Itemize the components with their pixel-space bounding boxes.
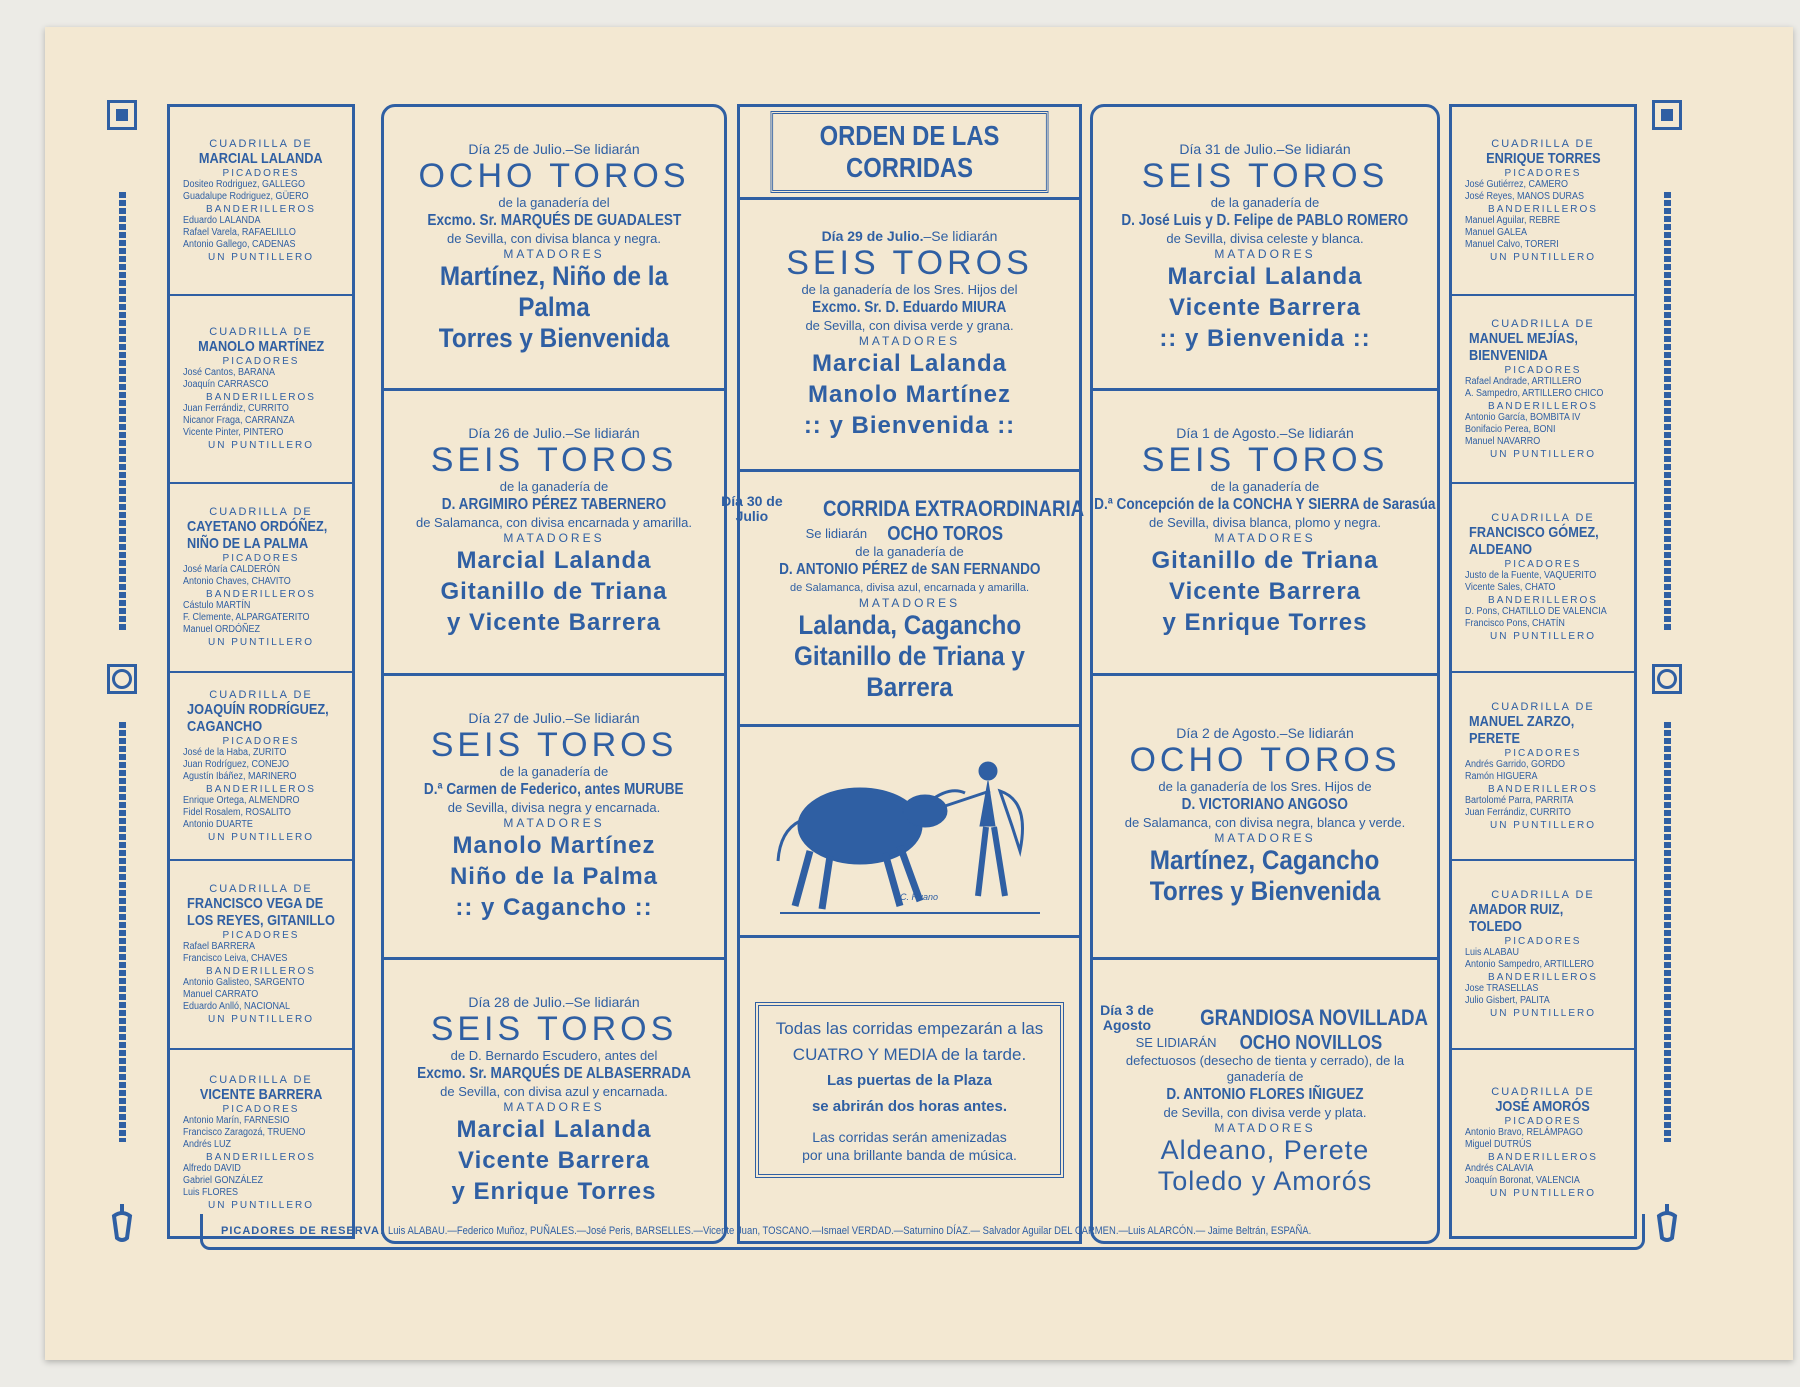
puntillero-label: UN PUNTILLERO [207,831,314,843]
dia-label: Día 28 de Julio. [468,993,566,1010]
rope-ornament-top-right [1664,192,1671,632]
orden-title: ORDEN DE LAS CORRIDAS [771,111,1049,193]
right-cuadrillas-panel [1449,104,1637,1239]
banderillero-name: Joaquín Boronat, VALENCIA [1465,1175,1580,1187]
matadores-line: :: y Bienvenida :: [803,412,1016,439]
banderillero-name: Bonifacio Perea, BONI [1465,423,1556,435]
cuadrilla-cell [1452,296,1634,485]
banderillero-name: Vicente Pinter, PINTERO [183,427,284,439]
matadores-heading: MATADORES [1214,831,1316,846]
divisa-text: de Sevilla, divisa celeste y blanca. [1166,231,1364,247]
tassel-icon [109,1202,135,1242]
puntillero-label: UN PUNTILLERO [207,440,314,452]
dia-label: Día 30 de Julio [721,492,783,524]
picador-name: José Reyes, MANOS DURAS [1465,190,1585,202]
rope-ornament-bottom-left [119,722,126,1142]
cuadrilla-cell [170,296,352,485]
matadores-line: Vicente Barrera [1169,294,1361,322]
toros-count: SEIS TOROS [786,244,1033,282]
cuadrilla-title: CUADRILLA DE [209,1074,313,1087]
cuadrilla-title: CUADRILLA DE [209,326,313,339]
dia-line [468,994,639,1010]
se-label: –Se lidiarán [565,425,640,442]
picador-name: José de la Haba, ZURITO [183,746,287,758]
matador-name: ENRIQUE TORRES [1485,149,1601,167]
ganaderia-intro: de la ganadería de [1210,479,1320,495]
matadores-line: Marcial Lalanda [456,547,652,575]
puntillero-label: UN PUNTILLERO [207,1200,314,1212]
banderilleros-heading: BANDERILLEROS [1488,203,1598,215]
puntillero-label: UN PUNTILLERO [207,1014,314,1026]
notice-line: por una brillante banda de música. [802,1146,1017,1163]
banderillero-name: Rafael Varela, RAFAELILLO [183,226,296,238]
corrida-card [1093,676,1437,960]
puntillero-label: UN PUNTILLERO [1489,251,1596,263]
corridas-column-center [721,104,1085,1244]
se-row [1136,1033,1395,1053]
matadores-line: Vicente Barrera [1169,578,1361,606]
se-label: –Se lidiarán [565,709,640,726]
picador-name: Juan Rodríguez, CONEJO [183,758,290,770]
matadores-line: Lalanda, Cagancho [798,609,1021,640]
corrida-card [740,200,1079,472]
notice-card [740,938,1079,1241]
picadores-heading: PICADORES [222,356,300,368]
ganaderia-name: D. ANTONIO FLORES IÑIGUEZ [1166,1086,1364,1104]
extra-title: CORRIDA EXTRAORDINARIA [822,495,1085,521]
picador-name: Andrés LUZ [183,1139,232,1151]
puntillero-label: UN PUNTILLERO [207,637,314,649]
divisa-text: de Salamanca, con divisa encarnada y amarilla. [415,515,693,531]
corridas-column-right [1090,104,1440,1244]
matadores-line: Gitanillo de Triana [1151,547,1379,575]
puntillero-label: UN PUNTILLERO [1489,1008,1596,1020]
matadores-line: Aldeano, Perete [1160,1135,1370,1166]
matador-name: CAYETANO ORDÓÑEZ, NIÑO DE LA PALMA [187,518,328,553]
divisa-text: de Sevilla, con divisa verde y plata. [1163,1105,1367,1121]
cuadrilla-cell [1452,107,1634,296]
divisa-text: de Sevilla, divisa negra y encarnada. [447,799,661,815]
dia-line [468,425,639,441]
extra-title: GRANDIOSA NOVILLADA [1200,1005,1428,1031]
banderillero-name: Manuel NAVARRO [1465,435,1541,447]
picadores-heading: PICADORES [222,930,300,942]
puntillero-label: UN PUNTILLERO [1489,448,1596,460]
banderillero-name: Nicanor Fraga, CARRANZA [183,415,295,427]
picador-name: Antonio Chaves, CHAVITO [183,576,291,588]
toros-count: OCHO NOVILLOS [1239,1032,1382,1055]
dia-line [468,710,639,726]
picador-name: Dositeo Rodriguez, GALLEGO [183,178,306,190]
toros-count: SEIS TOROS [430,725,678,764]
cuadrilla-cell [1452,1050,1634,1237]
corrida-card [1093,107,1437,391]
puntillero-label: UN PUNTILLERO [1489,631,1596,643]
ganaderia-intro: de la ganadería de [1210,195,1320,211]
ganaderia-intro: de la ganadería de los Sres. Hijos del [801,282,1018,297]
matadores-heading: MATADORES [503,1099,605,1114]
banderilleros-heading: BANDERILLEROS [1488,595,1598,607]
matadores-line: Marcial Lalanda [456,1115,652,1143]
banderilleros-heading: BANDERILLEROS [206,966,316,978]
cuadrilla-cell [1452,673,1634,862]
rope-ornament-top-left [119,192,126,632]
notice-line: Las corridas serán amenizadas [812,1128,1007,1145]
banderillero-name: Juan Ferrándiz, CURRITO [183,403,289,415]
cuadrilla-title: CUADRILLA DE [1491,700,1595,713]
banderillero-name: Antonio Gallego, CADENAS [183,238,296,250]
matadores-line: Gitanillo de Triana y Barrera [794,640,1025,702]
corridas-column-left [381,104,727,1244]
matadores-heading: MATADORES [1214,1121,1316,1136]
rope-ornament-bottom-right [1664,722,1671,1142]
toros-count: SEIS TOROS [430,441,678,480]
divisa-text: de Sevilla, con divisa blanca y negra. [447,231,661,247]
matadores-heading: MATADORES [1214,247,1316,262]
picador-name: Francisco Zaragozá, TRUENO [183,1127,306,1139]
banderillero-name: Andrés CALAVIA [1465,1163,1534,1175]
banderilleros-heading: BANDERILLEROS [1488,783,1598,795]
matadores-line: Torres y Bienvenida [1149,876,1381,907]
picadores-heading: PICADORES [1504,1116,1582,1128]
picadores-heading: PICADORES [222,553,300,565]
ganaderia-name: D.ª Carmen de Federico, antes MURUBE [424,780,684,798]
matador-name: JOAQUÍN RODRÍGUEZ, CAGANCHO [187,700,329,735]
matadores-heading: MATADORES [503,531,605,546]
dia-line [1179,141,1350,157]
dia-line [1176,425,1353,441]
cuadrilla-title: CUADRILLA DE [1491,317,1595,330]
ganaderia-name: Excmo. Sr. MARQUÉS DE ALBASERRADA [417,1064,691,1082]
dia-label: Día 3 de Agosto [1100,1002,1154,1034]
picador-name: José María CALDERÓN [183,564,281,576]
banderillero-name: Antonio García, BOMBITA IV [1465,411,1581,423]
corrida-card [384,676,724,960]
matador-name: MANUEL ZARZO, PERETE [1469,712,1575,747]
banderillero-name: Julio Gisbert, PALITA [1465,995,1550,1007]
reserve-list: Luis ALABAU.—Federico Muñoz, PUÑALES.—José Peris, BARSELLES.—Vicente Juan, TOSCANO.—Ismael VERDAD.—Saturnino DÍAZ.— Salvador Aguilar DEL CARMEN.—Luis ALARCÓN.— Jaime Beltrán, ESPAÑA. [387,1224,1311,1237]
matadores-line: Torres y Bienvenida [438,323,670,354]
dia-label: Día 2 de Agosto. [1176,725,1280,742]
dia-label: Día 27 de Julio. [468,709,566,726]
picadores-heading: PICADORES [222,167,300,179]
picador-name: Rafael BARRERA [183,941,256,953]
square-ornament-icon [107,100,137,130]
se-label: –Se lidiarán [565,993,640,1010]
se-label: –Se lidiarán [1276,141,1351,158]
dia-label: Día 25 de Julio. [468,141,566,158]
reserve-picadores-footer [200,1214,1645,1250]
ganaderia-intro: de la ganadería de [855,543,964,559]
picadores-heading: PICADORES [1504,167,1582,179]
corrida-card [384,391,724,675]
cuadrilla-cell [170,484,352,673]
banderillero-name: Gabriel GONZÁLEZ [183,1175,264,1187]
matadores-line: Gitanillo de Triana [440,578,668,606]
banderillero-name: Antonio DUARTE [183,818,253,830]
divisa-text: de Sevilla, divisa blanca, plomo y negra. [1149,515,1381,531]
banderillero-name: Manuel Calvo, TORERI [1465,238,1559,250]
picador-name: Vicente Sales, CHATO [1465,582,1556,594]
corrida-card [1093,391,1437,675]
matador-name: JOSÉ AMORÓS [1495,1098,1591,1116]
matadores-line: Marcial Lalanda [811,350,1008,377]
divisa-text: de Salamanca, divisa azul, encarnada y amarilla. [789,581,1030,594]
dia-label: Día 26 de Julio. [468,425,566,442]
toros-count: OCHO TOROS [1129,741,1401,780]
matador-name: MANUEL MEJÍAS, BIENVENIDA [1469,329,1578,364]
banderillero-name: Francisco Pons, CHATÍN [1465,618,1565,630]
picador-name: Andrés Garrido, GORDO [1465,758,1566,770]
picador-name: Miguel DUTRÚS [1465,1139,1532,1151]
banderillero-name: Manuel Aguilar, REBRE [1465,214,1561,226]
banderilleros-heading: BANDERILLEROS [206,589,316,601]
notice-frame [755,1002,1065,1178]
ganaderia-name: Excmo. Sr. D. Eduardo MIURA [812,299,1007,316]
dia-label: Día 31 de Julio. [1179,141,1277,158]
banderillero-name: Antonio Galisteo, SARGENTO [183,977,305,989]
cuadrilla-cell [1452,484,1634,673]
cuadrilla-cell [170,673,352,862]
cuadrilla-cell [1452,861,1634,1050]
cuadrilla-title: CUADRILLA DE [209,688,313,701]
se-label: –Se lidiarán [565,141,640,158]
banderillero-name: Bartolomé Parra, PARRITA [1465,794,1574,806]
ganaderia-name: D. ANTONIO PÉREZ de SAN FERNANDO [778,560,1041,578]
cuadrilla-title: CUADRILLA DE [209,883,313,896]
picador-name: A. Sampedro, ARTILLERO CHICO [1465,387,1604,399]
matadores-heading: MATADORES [503,247,605,262]
ganaderia-name: D. VICTORIANO ANGOSO [1181,796,1349,814]
banderillero-name: Enrique Ortega, ALMENDRO [183,794,300,806]
picador-name: Antonio Bravo, RELÁMPAGO [1465,1127,1583,1139]
corrida-card [1093,960,1437,1241]
cuadrilla-title: CUADRILLA DE [1491,512,1595,525]
matador-name: VICENTE BARRERA [199,1086,323,1104]
orden-header [740,107,1079,200]
ganaderia-intro: defectuosos (desecho de tienta y cerrado), de la ganadería de [1125,1053,1405,1085]
ganaderia-intro: de la ganadería de [499,479,609,495]
toros-count: OCHO TOROS [418,157,690,196]
se-label: Se lidiarán [805,525,868,541]
picador-name: Luis ALABAU [1465,947,1520,959]
matador-name: MARCIAL LALANDA [199,149,323,167]
matador-name: FRANCISCO VEGA DE LOS REYES, GITANILLO [187,895,335,930]
matadores-line: :: y Bienvenida :: [1159,325,1371,353]
matadores-line: Niño de la Palma [449,862,659,890]
ganaderia-name: D. ARGIMIRO PÉREZ TABERNERO [441,496,667,514]
banderillero-name: Jose TRASELLAS [1465,983,1539,995]
dia-label: Día 29 de Julio. [821,228,924,244]
left-cuadrillas-panel [167,104,355,1239]
matadores-line: Martínez, Cagancho [1150,845,1380,876]
matadores-line: :: y Cagancho :: [455,893,653,921]
notice-line: Las puertas de la Plaza [826,1071,993,1089]
matador-name: AMADOR RUIZ, TOLEDO [1469,901,1564,936]
dia-label: Día 1 de Agosto. [1176,425,1280,442]
divisa-text: de Sevilla, con divisa verde y grana. [805,318,1014,333]
picadores-heading: PICADORES [1504,936,1582,948]
circle-ornament-icon [107,664,137,694]
cuadrilla-title: CUADRILLA DE [209,137,313,150]
cuadrilla-title: CUADRILLA DE [1491,1086,1595,1099]
cuadrilla-title: CUADRILLA DE [1491,889,1595,902]
cuadrilla-title: CUADRILLA DE [209,506,313,519]
banderillero-name: Eduardo Anlló, NACIONAL [183,1001,291,1013]
ganaderia-intro: de la ganadería de [499,763,609,779]
picador-name: Justo de la Fuente, VAQUERITO [1465,570,1597,582]
cuadrilla-cell [170,861,352,1050]
dia-row [1082,1003,1448,1033]
picador-name: Francisco Leiva, CHAVES [183,953,288,965]
matador-name: MANOLO MARTÍNEZ [197,338,325,356]
matadores-line: y Enrique Torres [1162,609,1368,637]
picador-name: Joaquín CARRASCO [183,379,269,391]
se-label: SE LIDIARÁN [1135,1035,1217,1051]
divisa-text: de Salamanca, con divisa negra, blanca y verde. [1124,815,1406,831]
picadores-heading: PICADORES [1504,747,1582,759]
picador-name: Antonio Sampedro, ARTILLERO [1465,959,1594,971]
matadores-line: Marcial Lalanda [1167,263,1363,291]
divisa-text: de Sevilla, con divisa azul y encarnada. [440,1083,668,1099]
artist-signature: C. Ruano [900,892,939,902]
picadores-heading: PICADORES [222,735,300,747]
matadores-heading: MATADORES [858,595,961,610]
dia-line [1176,725,1353,741]
banderillero-name: D. Pons, CHATILLO DE VALENCIA [1465,606,1607,618]
banderillero-name: Juan Ferrándiz, CURRITO [1465,806,1571,818]
picador-name: Guadalupe Rodriguez, GÜERO [183,190,309,202]
puntillero-label: UN PUNTILLERO [1489,1188,1596,1200]
picador-name: Rafael Andrade, ARTILLERO [1465,375,1582,387]
corrida-card [384,960,724,1241]
poster-sheet [45,27,1793,1360]
se-label: –Se lidiarán [1279,425,1354,442]
ganaderia-intro: de la ganadería de los Sres. Hijos de [1158,779,1372,795]
matadores-line: Manolo Martínez [807,381,1011,408]
banderilleros-heading: BANDERILLEROS [206,392,316,404]
picador-name: José Gutiérrez, CAMERO [1465,178,1569,190]
reserve-label: PICADORES DE RESERVA: [221,1224,385,1237]
picador-name: José Cantos, BARANA [183,367,276,379]
ganaderia-intro: de D. Bernardo Escudero, antes del [450,1047,658,1063]
matadores-line: Vicente Barrera [458,1146,650,1174]
picadores-heading: PICADORES [1504,364,1582,376]
matadores-heading: MATADORES [503,815,605,830]
banderillero-name: F. Clemente, ALPARGATERITO [183,612,310,624]
banderillero-name: Fidel Rosalem, ROSALITO [183,806,291,818]
corrida-card-extraordinaria [721,472,1085,727]
matadores-line: Martínez, Niño de la Palma [439,261,669,323]
banderillero-name: Cástulo MARTÍN [183,600,251,612]
matador-name: FRANCISCO GÓMEZ, ALDEANO [1469,524,1599,559]
ganaderia-name: D. José Luis y D. Felipe de PABLO ROMERO [1121,212,1409,230]
banderilleros-heading: BANDERILLEROS [1488,400,1598,412]
banderillero-name: Luis FLORES [183,1187,239,1199]
matadores-line: Toledo y Amorós [1157,1166,1373,1197]
picador-name: Ramón HIGUERA [1465,770,1538,782]
ganaderia-intro: de la ganadería del [498,195,610,211]
dia-line [468,141,639,157]
picadores-heading: PICADORES [222,1104,300,1116]
square-ornament-icon [1652,100,1682,130]
ganaderia-name: Excmo. Sr. MARQUÉS DE GUADALEST [427,212,681,230]
cuadrilla-cell [170,107,352,296]
notice-line: se abrirán dos horas antes. [811,1097,1008,1115]
banderilleros-heading: BANDERILLEROS [1488,1152,1598,1164]
tassel-icon [1654,1202,1680,1242]
picador-name: Agustín Ibáñez, MARINERO [183,770,297,782]
banderilleros-heading: BANDERILLEROS [206,1152,316,1164]
banderillero-name: Manuel CARRATO [183,989,259,1001]
circle-ornament-icon [1652,664,1682,694]
matadores-heading: MATADORES [1214,531,1316,546]
banderillero-name: Eduardo LALANDA [183,214,261,226]
banderillero-name: Alfredo DAVID [183,1163,241,1175]
picador-name: Antonio Marín, FARNESIO [183,1115,290,1127]
se-label: –Se lidiarán [1279,725,1354,742]
ganaderia-name: D.ª Concepción de la CONCHA Y SIERRA de Sarasúa [1094,496,1436,514]
cuadrilla-title: CUADRILLA DE [1491,137,1595,150]
banderilleros-heading: BANDERILLEROS [206,783,316,795]
cuadrilla-cell [170,1050,352,1237]
toros-count: SEIS TOROS [430,1009,678,1048]
banderilleros-heading: BANDERILLEROS [206,203,316,215]
banderillero-name: Manuel GALEA [1465,226,1528,238]
matadores-line: y Vicente Barrera [446,609,661,637]
toros-count: SEIS TOROS [1141,441,1389,480]
puntillero-label: UN PUNTILLERO [1489,819,1596,831]
corrida-card [384,107,724,391]
puntillero-label: UN PUNTILLERO [207,251,314,263]
matadores-line: Manolo Martínez [452,831,656,859]
notice-line: Todas las corridas empezarán a las [775,1018,1044,1038]
toros-count: SEIS TOROS [1141,157,1389,196]
notice-line: CUATRO Y MEDIA de la tarde. [792,1044,1027,1064]
matadores-heading: MATADORES [858,334,961,348]
bullfight-illustration [740,727,1079,938]
picadores-heading: PICADORES [1504,559,1582,571]
se-label: –Se lidiarán [923,228,998,244]
banderilleros-heading: BANDERILLEROS [1488,972,1598,984]
toros-count: OCHO TOROS [887,522,1004,545]
matadores-line: y Enrique Torres [451,1177,657,1205]
banderillero-name: Manuel ORDÓÑEZ [183,624,261,636]
